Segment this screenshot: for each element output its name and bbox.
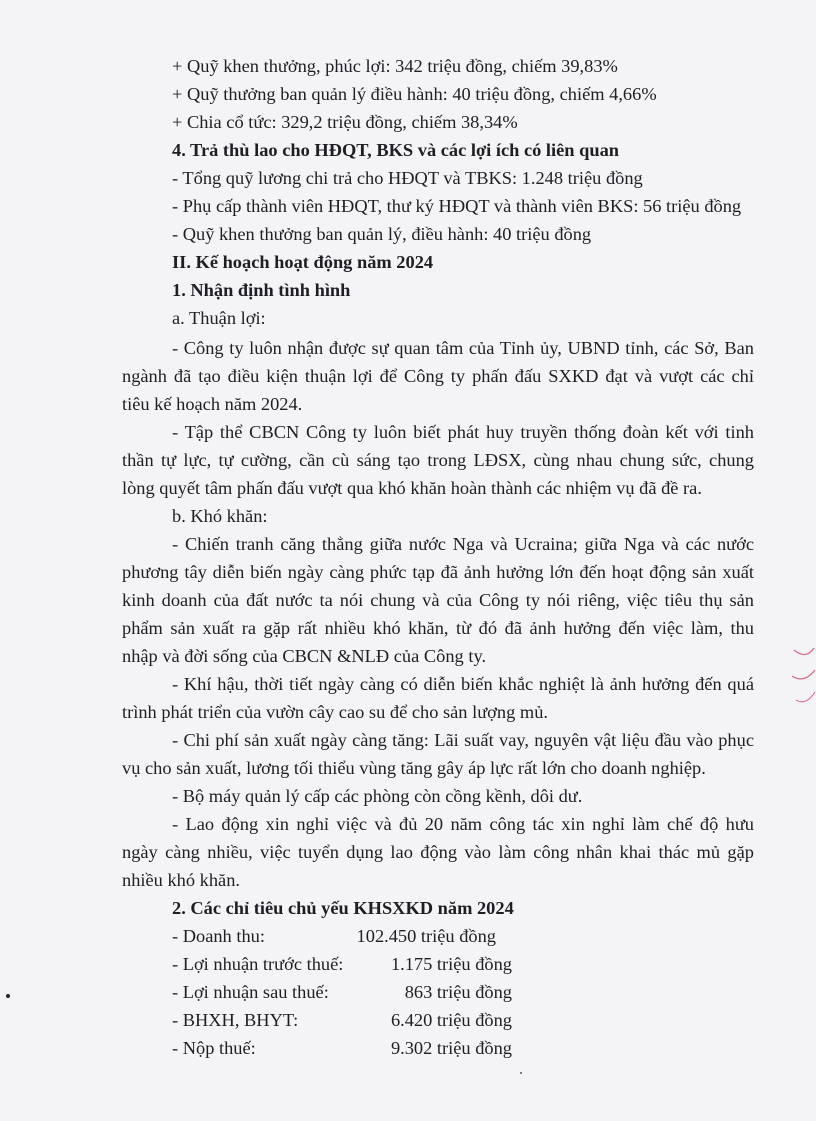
paragraph-line: - Chi phí sản xuất ngày càng tăng: Lãi suất vay, nguyên vật liệu đầu vào phục [172,730,754,750]
paragraph-line: nhiều khó khăn. [122,870,240,890]
paragraph-line: - Khí hậu, thời tiết ngày càng có diễn biến khắc nghiệt là ảnh hưởng đến quá [172,674,754,694]
paragraph-line: lòng quyết tâm phấn đấu vượt qua khó khăn hoàn thành các nhiệm vụ đã đề ra. [122,478,702,498]
paragraph-line: nhập và đời sống của CBCN &NLĐ của Công ty. [122,646,487,666]
indicator-label: - Doanh thu: [172,926,265,946]
section-heading: 4. Trả thù lao cho HĐQT, BKS và các lợi ích có liên quan [172,140,620,160]
scan-speck [6,994,10,998]
indicator-value: 863 triệu đồng [404,982,512,1002]
paragraph-line: - Tập thể CBCN Công ty luôn biết phát huy truyền thống đoàn kết với tinh [172,422,754,442]
indicator-label: - Nộp thuế: [172,1038,256,1058]
scan-speck [520,1072,522,1074]
indicator-value: 6.420 triệu đồng [390,1010,512,1030]
subsection-label: b. Khó khăn: [172,506,268,526]
fund-line: + Quỹ thưởng ban quản lý điều hành: 40 triệu đồng, chiếm 4,66% [172,84,657,104]
paragraph-line: - Bộ máy quản lý cấp các phòng còn cồng kềnh, dôi dư. [172,786,583,806]
indicator-label: - Lợi nhuận sau thuế: [172,982,329,1002]
section-heading: 1. Nhận định tình hình [172,280,351,300]
indicator-label: - BHXH, BHYT: [172,1010,299,1030]
paragraph-line: tiêu kế hoạch năm 2024. [122,394,303,414]
paragraph-line: thần tự lực, tự cường, cần cù sáng tạo trong LĐSX, cùng nhau chung sức, chung [122,450,754,470]
indicator-value: 102.450 triệu đồng [356,926,496,946]
fund-line: + Quỹ khen thưởng, phúc lợi: 342 triệu đồng, chiếm 39,83% [172,56,618,76]
paragraph-line: phương tây diễn biến ngày càng phức tạp đã ảnh hưởng lớn đến hoạt động sản xuất [122,562,754,582]
fund-line: + Chia cổ tức: 329,2 triệu đồng, chiếm 38,34% [172,112,518,132]
indicator-value: 1.175 triệu đồng [390,954,512,974]
paragraph-line: - Chiến tranh căng thẳng giữa nước Nga và Ucraina; giữa Nga và các nước [172,534,754,554]
paragraph-line: - Lao động xin nghỉ việc và đủ 20 năm công tác xin nghỉ làm chế độ hưu [172,814,754,834]
paragraph-line: - Công ty luôn nhận được sự quan tâm của Tỉnh ủy, UBND tỉnh, các Sở, Ban [172,338,754,358]
subsection-label: a. Thuận lợi: [172,308,266,328]
list-item: - Tổng quỹ lương chi trả cho HĐQT và TBKS: 1.248 triệu đồng [172,168,643,188]
part-heading: II. Kế hoạch hoạt động năm 2024 [172,252,434,272]
list-item: - Phụ cấp thành viên HĐQT, thư ký HĐQT và thành viên BKS: 56 triệu đồng [172,196,742,216]
indicator-value: 9.302 triệu đồng [390,1038,512,1058]
paragraph-line: trình phát triển của vườn cây cao su để cho sản lượng mủ. [122,702,548,722]
paragraph-line: vụ cho sản xuất, lương tối thiểu vùng tăng gây áp lực rất lớn cho doanh nghiệp. [122,758,706,778]
indicator-label: - Lợi nhuận trước thuế: [172,954,344,974]
section-heading: 2. Các chỉ tiêu chủ yếu KHSXKD năm 2024 [172,898,514,918]
paragraph-line: ngành đã tạo điều kiện thuận lợi để Công ty phấn đấu SXKD đạt và vượt các chỉ [122,366,754,386]
paragraph-line: ngày càng nhiều, việc tuyển dụng lao động vào làm công nhân khai thác mủ gặp [122,842,754,862]
list-item: - Quỹ khen thưởng ban quản lý, điều hành: 40 triệu đồng [172,224,592,244]
red-stamp-edge-mark [790,640,816,710]
paragraph-line: kinh doanh của đất nước ta nói chung và của Công ty nói riêng, việc tiêu thụ sản [122,590,754,610]
paragraph-line: phẩm sản xuất ra gặp rất nhiều khó khăn, từ đó đã ảnh hưởng đến việc làm, thu [122,618,754,638]
